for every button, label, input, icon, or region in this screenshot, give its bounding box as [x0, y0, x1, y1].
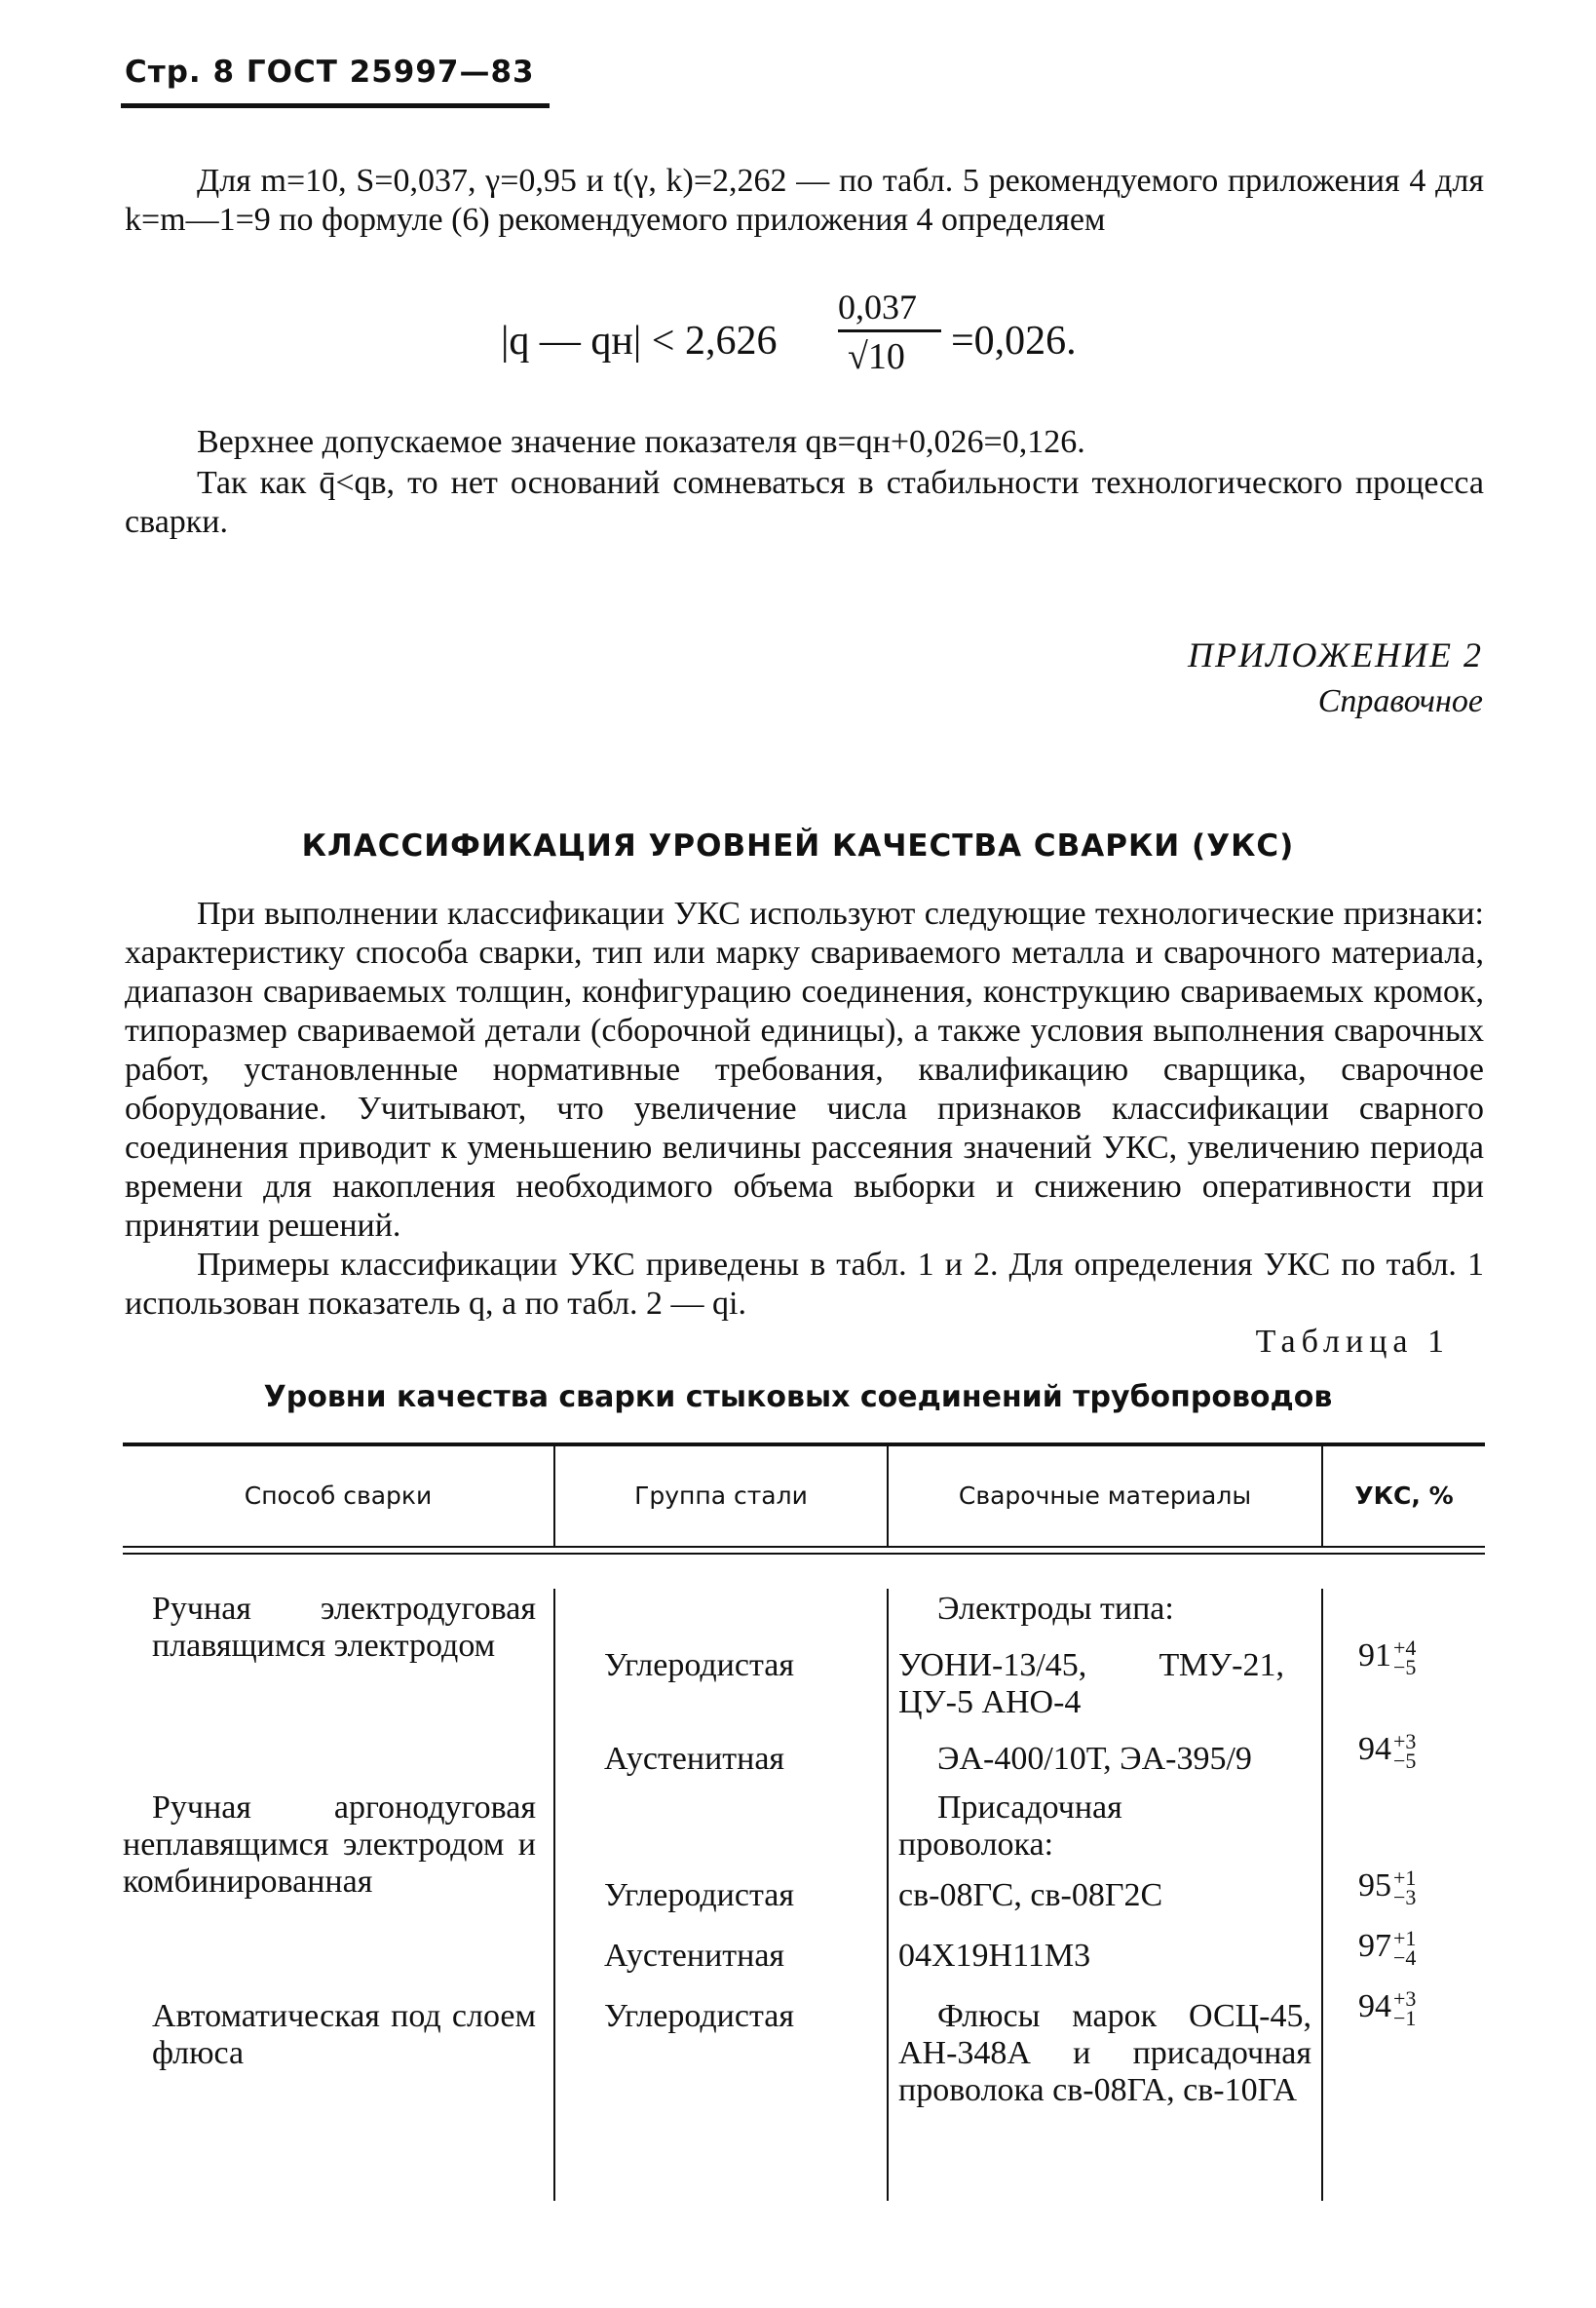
cell-uks: [1358, 1866, 1417, 1910]
cell-steel: Углеродистая: [604, 1647, 794, 1683]
formula-numerator: 0,037: [838, 288, 917, 327]
table-header-rule-2: [123, 1553, 1485, 1555]
table-title: Уровни качества сварки стыковых соединений трубопроводов: [263, 1380, 1333, 1414]
uks-plus: +3: [1393, 1729, 1417, 1754]
cell-uks: [1358, 1729, 1417, 1774]
cell-steel: Углеродистая: [604, 1998, 794, 2034]
section-title: КЛАССИФИКАЦИЯ УРОВНЕЙ КАЧЕСТВА СВАРКИ (УКС): [301, 828, 1295, 864]
cell-method: Ручная аргонодуговая неплавящимся электродом и комбинированная: [123, 1789, 536, 1900]
cell-method: Автоматическая под слоем флюса: [152, 1998, 536, 2071]
uks-minus: −4: [1393, 1945, 1417, 1971]
fraction-bar: [838, 329, 941, 332]
intro-paragraph-2: Верхнее допускаемое значение показателя qв=qн+0,026=0,126.: [197, 424, 1085, 460]
uks-tolerance: [1393, 1635, 1417, 1680]
column-divider-2: [887, 1589, 889, 2201]
uks-value: 94: [1358, 1731, 1391, 1767]
cell-steel: Аустенитная: [604, 1741, 785, 1777]
formula-denominator: √10: [848, 336, 905, 377]
cell-materials: 04Х19Н11М3: [898, 1938, 1091, 1974]
cell-uks: [1358, 1986, 1417, 2031]
formula-lhs: |q — qн| < 2,626: [501, 319, 778, 364]
column-divider-1: [553, 1589, 555, 2201]
uks-value: 91: [1358, 1637, 1391, 1673]
cell-uks: [1358, 1635, 1417, 1680]
cell-steel: Аустенитная: [604, 1938, 785, 1974]
uks-value: 97: [1358, 1928, 1391, 1964]
uks-plus: +3: [1393, 1986, 1417, 2012]
cell-materials-intro: Электроды типа:: [937, 1591, 1174, 1627]
cell-materials: Флюсы марок ОСЦ-45, АН-348А и присадочная проволока св-08ГА, св-10ГА: [898, 1998, 1311, 2108]
uks-minus: −5: [1393, 1655, 1417, 1680]
body-paragraph-1: При выполнении классификации УКС используют следующие технологические признаки: характеристику способа сварки, тип или марку свариваемого металла и сварочного материала, диапазон свариваемых толщин, конфигурацию соединения, конструкцию свариваемых кромок, типоразмер свариваемой детали (сборочной единицы), а также условия выполнения сварочных работ, установленные нормативные требования, квалификацию сварщика, сварочное оборудование. Учитывают, что увеличение числа признаков классификации сварного соединения приводит к уменьшению величины рассеяния значений УКС, увеличению периода времени для накопления необходимого объема выборки и снижению оперативности при принятии решений.: [125, 896, 1484, 1244]
uks-value: 94: [1358, 1988, 1391, 2024]
appendix-heading: [1188, 632, 1483, 725]
table-header-rule-1: [123, 1546, 1485, 1548]
cell-materials: ЭА-400/10Т, ЭА-395/9: [937, 1741, 1252, 1777]
table-top-rule: [123, 1442, 1485, 1446]
uks-minus: −3: [1393, 1885, 1417, 1910]
appendix-title: ПРИЛОЖЕНИЕ 2: [1188, 635, 1483, 674]
uks-tolerance: [1393, 1729, 1417, 1774]
uks-tolerance: [1393, 1986, 1417, 2031]
uks-value: 95: [1358, 1867, 1391, 1904]
cell-materials: УОНИ-13/45, ТМУ-21, ЦУ-5 АНО-4: [898, 1647, 1284, 1720]
cell-uks: [1358, 1926, 1417, 1971]
intro-paragraph-3: Так как q̄<qв, то нет оснований сомневаться в стабильности технологического процесса сварки.: [125, 465, 1484, 540]
header-steel: Группа стали: [634, 1481, 808, 1510]
header-method: Способ сварки: [244, 1481, 433, 1510]
uks-tolerance: [1393, 1866, 1417, 1910]
uks-tolerance: [1393, 1926, 1417, 1971]
page-header: Стр. 8 ГОСТ 25997—83: [125, 55, 535, 90]
table-label: Таблица 1: [1255, 1324, 1450, 1360]
header-rule: [121, 103, 550, 108]
body-paragraph-2: Примеры классификации УКС приведены в табл. 1 и 2. Для определения УКС по табл. 1 использован показатель q, а по табл. 2 — qi.: [125, 1247, 1484, 1322]
cell-materials: св-08ГС, св-08Г2С: [898, 1877, 1163, 1913]
uks-plus: +1: [1393, 1926, 1417, 1951]
appendix-subtitle: Справочное: [1317, 683, 1483, 719]
uks-plus: +4: [1393, 1635, 1417, 1661]
cell-method: Ручная электродуговая плавящимся электродом: [152, 1591, 536, 1664]
uks-plus: +1: [1393, 1866, 1417, 1891]
uks-minus: −5: [1393, 1749, 1417, 1774]
formula: [487, 288, 1169, 396]
uks-minus: −1: [1393, 2006, 1417, 2031]
header-uks: УКС, %: [1354, 1481, 1454, 1510]
intro-paragraph-1: Для m=10, S=0,037, γ=0,95 и t(γ, k)=2,262 — по табл. 5 рекомендуемого приложения 4 для k=m—1=9 по формуле (6) рекомендуемого приложения 4 определяем: [125, 163, 1484, 238]
header-materials: Сварочные материалы: [958, 1481, 1252, 1510]
formula-rhs: =0,026.: [951, 319, 1077, 364]
column-divider-3: [1321, 1589, 1323, 2201]
cell-steel: Углеродистая: [604, 1877, 794, 1913]
cell-materials-intro: Присадочная проволока:: [898, 1789, 1122, 1863]
